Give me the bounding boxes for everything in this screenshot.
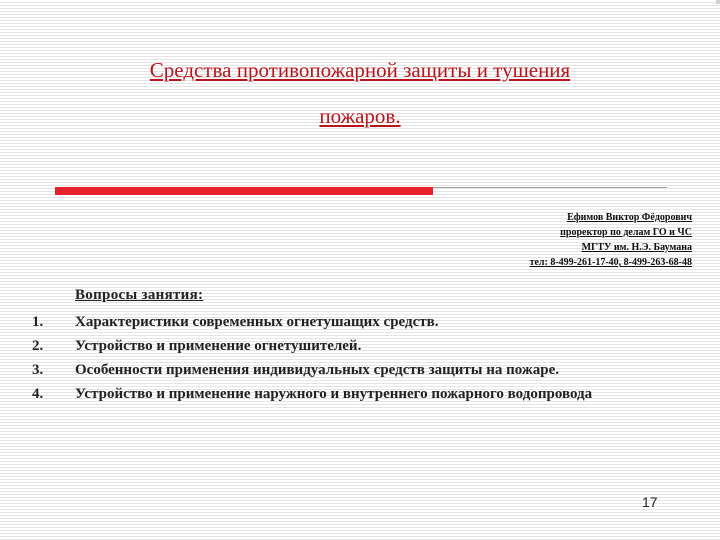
question-text: Устройство и применение огнетушителей. <box>75 338 362 354</box>
corner-mark <box>716 0 720 4</box>
question-text: Устройство и применение наружного и внутреннего пожарного водопровода <box>75 386 593 402</box>
page-number: 17 <box>642 494 658 510</box>
question-item <box>32 336 672 357</box>
question-number: 1. <box>32 314 44 330</box>
author-name: Ефимов Виктор Фёдорович <box>567 212 692 223</box>
author-block <box>530 210 692 270</box>
question-item <box>32 384 672 405</box>
questions-heading: Вопросы занятия: <box>75 287 204 303</box>
author-phone: тел: 8-499-261-17-40, 8-499-263-68-48 <box>529 257 692 268</box>
question-text: Особенности применения индивидуальных средств защиты на пожаре. <box>75 362 560 378</box>
questions-list <box>32 312 672 408</box>
question-number: 4. <box>32 386 44 402</box>
divider-accent-bar <box>55 187 433 195</box>
author-institution: МГТУ им. Н.Э. Баумана <box>581 242 692 253</box>
slide-title-line-1: Средства противопожарной защиты и тушения <box>149 58 571 82</box>
author-position: проректор по делам ГО и ЧС <box>560 227 692 238</box>
question-number: 2. <box>32 338 44 354</box>
question-number: 3. <box>32 362 44 378</box>
question-text: Характеристики современных огнетушащих средств. <box>75 314 439 330</box>
question-item <box>32 312 672 333</box>
slide-title-line-2: пожаров. <box>319 104 401 128</box>
question-item <box>32 360 672 381</box>
